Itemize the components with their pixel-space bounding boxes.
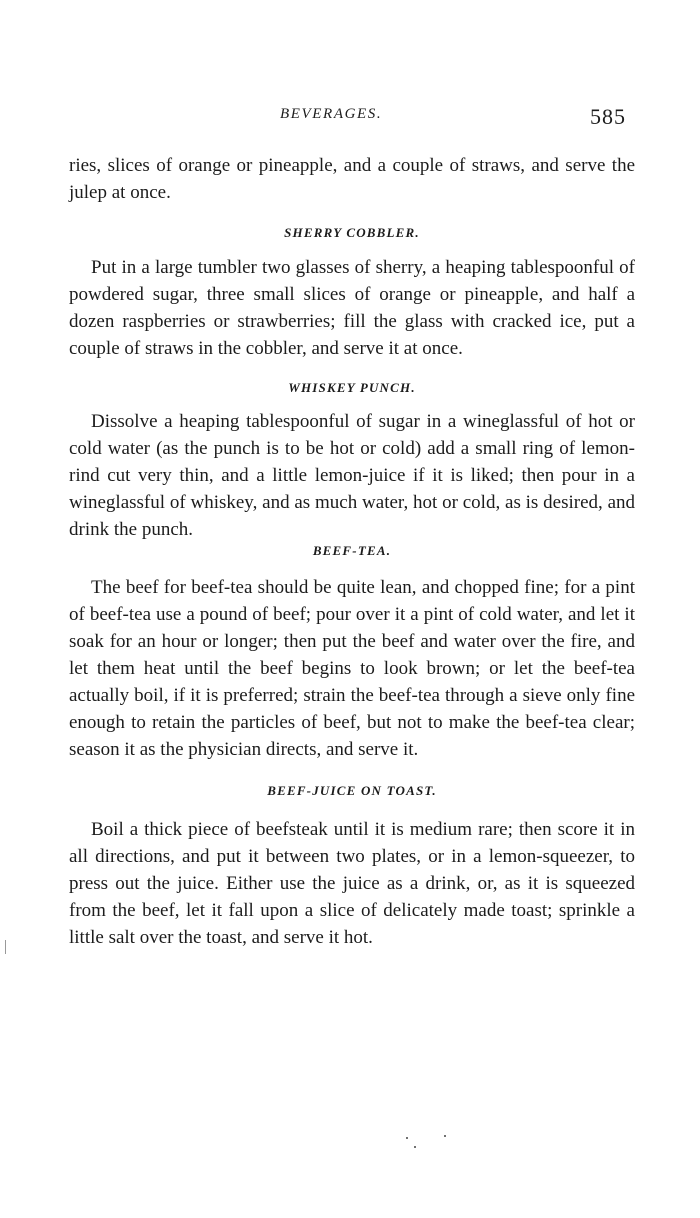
continuation-paragraph: ries, slices of orange or pineapple, and a couple of straws, and serve the julep at once. (69, 155, 635, 203)
speck (414, 1146, 416, 1148)
speck (444, 1135, 446, 1137)
page-number: 585 (590, 104, 626, 129)
paragraph-beef-juice-on-toast: Boil a thick piece of beefsteak until it is medium rare; then score it in all directions, and put it between two plates, or in a lemon-squeezer, to press out the juice. Either use the juice as a drink, or, as it is squeezed from the beef, let it fall upon a slice of delicately made toast; sprinkle a little salt over the toast, and serve it hot. (69, 819, 635, 948)
section-heading-sherry-cobbler: SHERRY COBBLER. (284, 225, 420, 240)
paragraph-whiskey-punch: Dissolve a heaping tablespoonful of sugar in a wineglassful of hot or cold water (as the punch is to be hot or cold) add a small ring of lemon-rind cut very thin, and a little lemon-juice if it is liked; then pour in a wineglassful of whiskey, and as much water, hot or cold, as is desired, and drink the punch. (69, 411, 635, 540)
print-specks (404, 1135, 464, 1155)
running-header (0, 104, 700, 134)
page-body (69, 152, 635, 951)
paragraph-beef-tea: The beef for beef-tea should be quite lean, and chopped fine; for a pint of beef-tea use a pound of beef; pour over it a pint of cold water, and let it soak for an hour or longer; then put the beef and water over the fire, and let them heat until the beef begins to look brown; or let the beef-tea actually boil, if it is preferred; strain the beef-tea through a sieve only fine enough to retain the particles of beef, but not to make the beef-tea clear; season it as the physician directs, and serve it. (69, 577, 635, 760)
section-heading-whiskey-punch: WHISKEY PUNCH. (288, 380, 416, 395)
section-heading-beef-tea: BEEF-TEA. (312, 543, 392, 558)
paragraph-sherry-cobbler: Put in a large tumbler two glasses of sherry, a heaping tablespoonful of powdered sugar, three small slices of orange or pineapple, and half a dozen raspberries or strawberries; fill the glass with cracked ice, put a couple of straws in the cobbler, and serve it at once. (69, 257, 635, 359)
speck (406, 1137, 408, 1139)
section-heading-beef-juice-on-toast: BEEF-JUICE ON TOAST. (267, 783, 437, 798)
margin-mark (5, 940, 6, 954)
running-title: BEVERAGES. (280, 106, 383, 122)
